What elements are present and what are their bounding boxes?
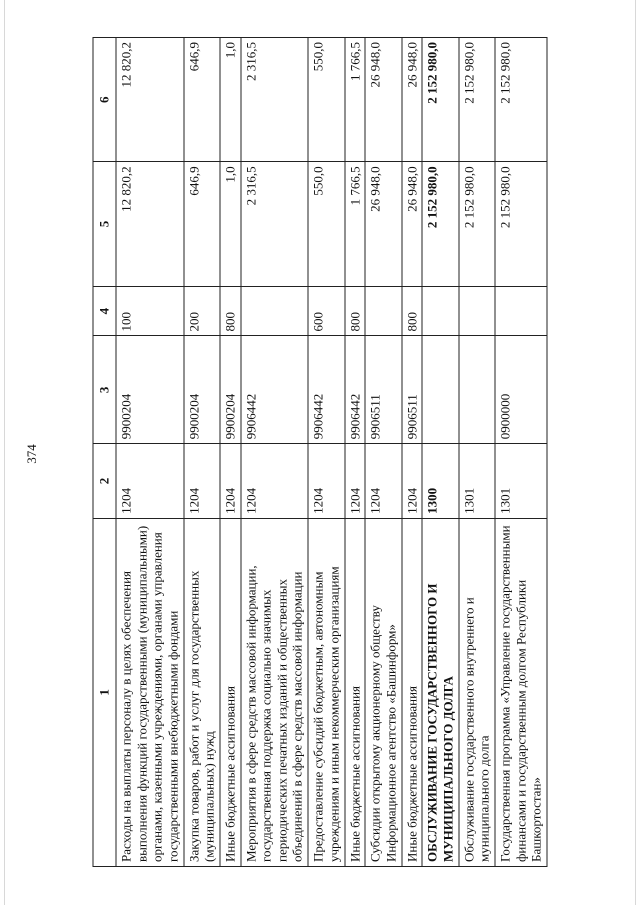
row-amount-total-cell: 2 152 980,0 (459, 38, 495, 162)
row-section-cell: 1204 (365, 444, 401, 519)
table-row (184, 38, 220, 867)
budget-table (93, 37, 548, 867)
row-target-article-cell: 9906511 (365, 336, 401, 444)
header-col-4: 4 (93, 286, 116, 336)
row-amount-total-cell: 26 948,0 (402, 38, 423, 162)
table-row (365, 38, 401, 867)
row-amount-cell: 1,0 (220, 162, 241, 286)
table-row (422, 38, 458, 867)
row-target-article-cell: 9900204 (184, 336, 220, 444)
row-amount-total-cell: 550,0 (308, 38, 344, 162)
row-amount-total-cell: 26 948,0 (365, 38, 401, 162)
header-col-2: 2 (93, 444, 116, 519)
table-row (308, 38, 344, 867)
row-section-cell: 1204 (308, 444, 344, 519)
row-name-cell: Закупка товаров, работ и услуг для государственных (муниципальных) нужд (184, 518, 220, 866)
row-expense-type-cell: 600 (308, 286, 344, 336)
row-amount-total-cell: 1 766,5 (345, 38, 366, 162)
row-section-cell: 1204 (402, 444, 423, 519)
row-amount-cell: 2 152 980,0 (422, 162, 458, 286)
row-amount-cell: 2 152 980,0 (459, 162, 495, 286)
row-name-cell: Государственная программа «Управление государственными финансами и государственным долгом Республики Башкортостан» (495, 518, 547, 866)
row-target-article-cell (459, 336, 495, 444)
row-name-cell: Предоставление субсидий бюджетным, автономным учреждениям и иным некоммерческим организациям (308, 518, 344, 866)
row-amount-cell: 12 820,2 (116, 162, 184, 286)
row-expense-type-cell: 200 (184, 286, 220, 336)
budget-table-container (93, 37, 548, 867)
row-expense-type-cell (422, 286, 458, 336)
table-row (116, 38, 184, 867)
row-amount-cell: 26 948,0 (365, 162, 401, 286)
row-section-cell: 1301 (459, 444, 495, 519)
row-target-article-cell: 9906511 (402, 336, 423, 444)
row-target-article-cell: 9906442 (308, 336, 344, 444)
row-section-cell: 1300 (422, 444, 458, 519)
row-expense-type-cell: 800 (402, 286, 423, 336)
row-target-article-cell: 9900204 (220, 336, 241, 444)
row-amount-cell: 646,9 (184, 162, 220, 286)
row-amount-cell: 2 152 980,0 (495, 162, 547, 286)
row-name-cell: Иные бюджетные ассигнования (345, 518, 366, 866)
table-row (220, 38, 241, 867)
header-col-5: 5 (93, 162, 116, 286)
row-amount-total-cell: 2 316,5 (241, 38, 309, 162)
header-col-1: 1 (93, 518, 116, 866)
scan-edge-right (635, 0, 636, 905)
header-row (93, 38, 116, 867)
row-name-cell: Мероприятия в сфере средств массовой информации, государственная поддержка социально значимых периодических печатных изданий и общественных объединений в сфере средств массовой информации (241, 518, 309, 866)
row-expense-type-cell (241, 286, 309, 336)
row-amount-cell: 1 766,5 (345, 162, 366, 286)
row-name-cell: Иные бюджетные ассигнования (220, 518, 241, 866)
row-section-cell: 1204 (241, 444, 309, 519)
row-name-cell: Субсидии открытому акционерному обществу Информационное агентство «Башинформ» (365, 518, 401, 866)
header-col-3: 3 (93, 336, 116, 444)
row-amount-total-cell: 2 152 980,0 (495, 38, 547, 162)
row-section-cell: 1204 (184, 444, 220, 519)
table-row (241, 38, 309, 867)
row-amount-total-cell: 12 820,2 (116, 38, 184, 162)
row-target-article-cell: 0900000 (495, 336, 547, 444)
row-name-cell: Иные бюджетные ассигнования (402, 518, 423, 866)
row-expense-type-cell: 800 (220, 286, 241, 336)
row-name-cell: Расходы на выплаты персоналу в целях обеспечения выполнения функций государственными (муниципальными) органами, казенными учреждениями, органами управления государственными внебюджетными фондами (116, 518, 184, 866)
row-section-cell: 1301 (495, 444, 547, 519)
row-amount-total-cell: 646,9 (184, 38, 220, 162)
scan-edge-left (4, 0, 5, 905)
row-expense-type-cell: 800 (345, 286, 366, 336)
row-name-cell: Обслуживание государственного внутреннего и муниципального долга (459, 518, 495, 866)
row-expense-type-cell (495, 286, 547, 336)
row-expense-type-cell (365, 286, 401, 336)
row-amount-total-cell: 2 152 980,0 (422, 38, 458, 162)
row-amount-total-cell: 1,0 (220, 38, 241, 162)
row-section-cell: 1204 (220, 444, 241, 519)
table-row (402, 38, 423, 867)
row-section-cell: 1204 (116, 444, 184, 519)
row-expense-type-cell: 100 (116, 286, 184, 336)
row-target-article-cell: 9906442 (345, 336, 366, 444)
row-amount-cell: 550,0 (308, 162, 344, 286)
header-col-6: 6 (93, 38, 116, 162)
row-name-cell: ОБСЛУЖИВАНИЕ ГОСУДАРСТВЕННОГО И МУНИЦИПАЛЬНОГО ДОЛГА (422, 518, 458, 866)
page-number: 374 (23, 444, 39, 464)
row-target-article-cell (422, 336, 458, 444)
table-row (495, 38, 547, 867)
table-row (345, 38, 366, 867)
row-section-cell: 1204 (345, 444, 366, 519)
row-amount-cell: 2 316,5 (241, 162, 309, 286)
table-row (459, 38, 495, 867)
row-target-article-cell: 9906442 (241, 336, 309, 444)
row-expense-type-cell (459, 286, 495, 336)
row-target-article-cell: 9900204 (116, 336, 184, 444)
row-amount-cell: 26 948,0 (402, 162, 423, 286)
